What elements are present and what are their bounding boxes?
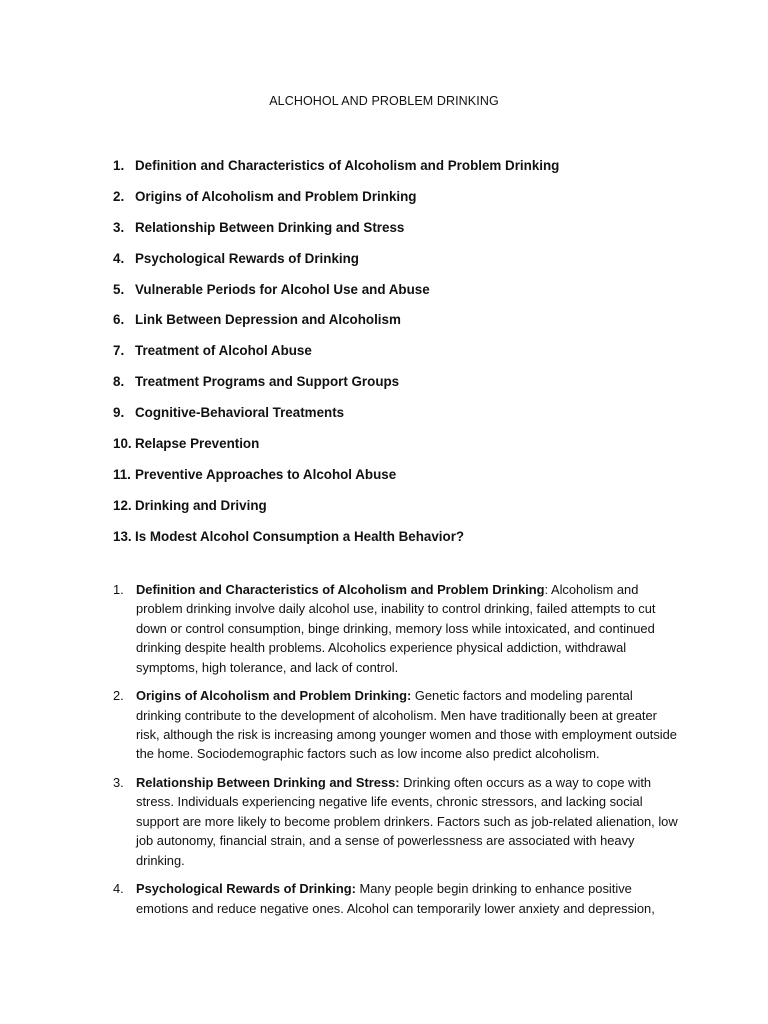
section-item (113, 580, 678, 677)
toc-text: Origins of Alcoholism and Problem Drinking (135, 188, 417, 204)
toc-text: Drinking and Driving (135, 497, 267, 513)
toc-text: Treatment of Alcohol Abuse (135, 343, 312, 359)
toc-item (113, 274, 673, 305)
toc-number: 5. (113, 281, 125, 297)
toc-item (113, 428, 673, 459)
toc-number: 6. (113, 312, 125, 328)
section-text: Many people begin drinking to enhance positive emotions and reduce negative ones. Alcohol can temporarily lower anxiety and depression, (136, 881, 655, 916)
toc-text: Relapse Prevention (135, 435, 260, 451)
section-item (113, 879, 678, 918)
toc-number: 13. (113, 528, 132, 544)
toc-text: Psychological Rewards of Drinking (135, 250, 359, 266)
section-number: 4. (113, 881, 124, 897)
toc-item (113, 212, 673, 243)
toc-text: Vulnerable Periods for Alcohol Use and Abuse (135, 281, 430, 297)
toc-number: 2. (113, 188, 125, 204)
toc-number: 4. (113, 250, 125, 266)
section-text: Genetic factors and modeling parental drinking contribute to the development of alcoholism. Men have traditionally been at greater risk, although the risk is increasing among younger women and those with employment outside the home. Sociodemographic factors such as low income also predict alcoholism. (136, 688, 677, 762)
section-heading: Psychological Rewards of Drinking: (136, 881, 356, 897)
toc-text: Preventive Approaches to Alcohol Abuse (135, 466, 397, 482)
toc-text: Is Modest Alcohol Consumption a Health Behavior? (135, 528, 465, 544)
section-paragraph (136, 773, 678, 870)
table-of-contents (113, 150, 673, 552)
toc-text: Treatment Programs and Support Groups (135, 374, 400, 390)
section-paragraph (136, 686, 678, 764)
toc-number: 8. (113, 374, 125, 390)
toc-item (113, 335, 673, 366)
toc-item (113, 366, 673, 397)
toc-item (113, 304, 673, 335)
toc-item (113, 459, 673, 490)
document-title: ALCHOHOL AND PROBLEM DRINKING (269, 94, 499, 108)
toc-text: Definition and Characteristics of Alcoholism and Problem Drinking (135, 157, 560, 173)
section-paragraph (136, 580, 678, 677)
toc-text: Link Between Depression and Alcoholism (135, 312, 401, 328)
toc-number: 11. (113, 466, 131, 482)
toc-item (113, 181, 673, 212)
section-number: 3. (113, 775, 124, 791)
section-item (113, 686, 678, 764)
section-text: Drinking often occurs as a way to cope with stress. Individuals experiencing negative life events, chronic stressors, and lacking social support are more likely to become problem drinkers. Factors such as job-related alienation, low job autonomy, financial strain, and a sense of powerlessness are associated with heavy drinking. (136, 775, 678, 868)
toc-item (113, 397, 673, 428)
toc-item (113, 490, 673, 521)
section-paragraph (136, 879, 678, 918)
toc-item (113, 150, 673, 181)
section-heading: Relationship Between Drinking and Stress: (136, 775, 400, 791)
toc-number: 12. (113, 497, 132, 513)
toc-number: 9. (113, 405, 125, 421)
toc-text: Cognitive-Behavioral Treatments (135, 405, 345, 421)
toc-number: 10. (113, 435, 132, 451)
toc-number: 3. (113, 219, 125, 235)
section-number: 2. (113, 688, 124, 704)
section-text: : Alcoholism and problem drinking involve daily alcohol use, inability to control drinking, failed attempts to cut down or control consumption, binge drinking, memory loss while intoxicated, and continued drinking despite health problems. Alcoholics experience physical addiction, withdrawal symptoms, high tolerance, and lack of control. (136, 582, 656, 675)
section-list (113, 580, 678, 927)
section-heading: Definition and Characteristics of Alcoholism and Problem Drinking (136, 582, 545, 597)
section-heading: Origins of Alcoholism and Problem Drinking: (136, 688, 412, 704)
section-number: 1. (113, 582, 124, 597)
toc-number: 1. (113, 157, 125, 173)
toc-item (113, 521, 673, 552)
section-item (113, 773, 678, 870)
toc-number: 7. (113, 343, 125, 359)
toc-item (113, 243, 673, 274)
toc-text: Relationship Between Drinking and Stress (135, 219, 405, 235)
